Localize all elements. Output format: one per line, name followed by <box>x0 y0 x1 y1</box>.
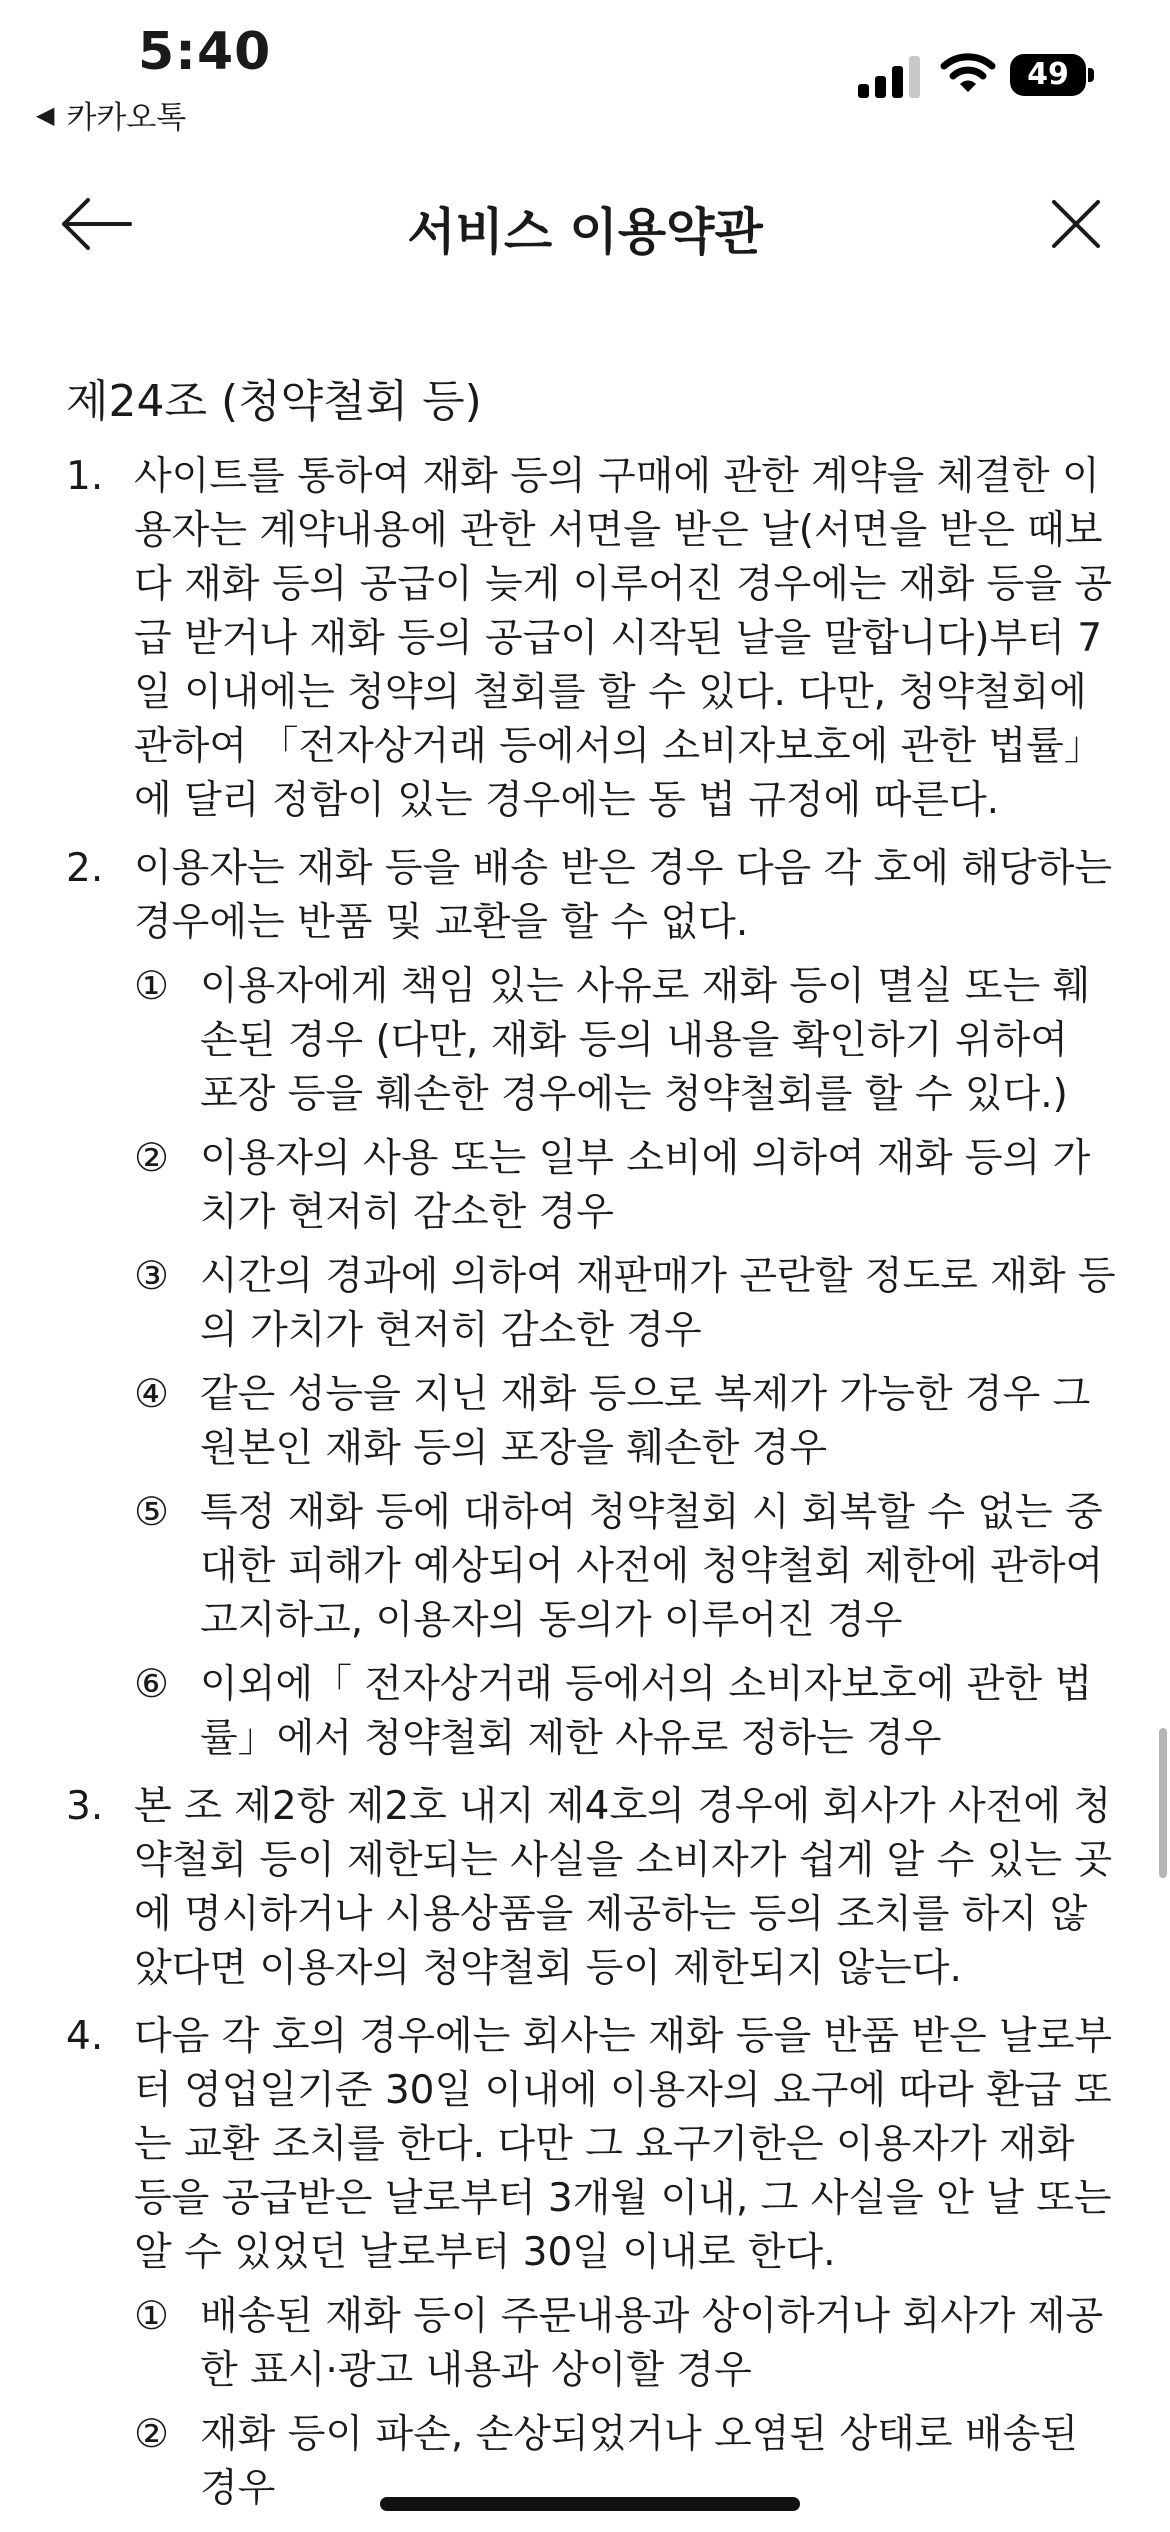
back-to-app-link[interactable] <box>36 92 186 137</box>
scrollbar[interactable] <box>1159 1728 1167 1878</box>
sub-item-text: 이용자에게 책임 있는 사유로 재화 등이 멸실 또는 훼손된 경우 (다만, 재화 등의 내용을 확인하기 위하여 포장 등을 훼손한 경우에는 청약철회를 할 수 있다.) <box>200 964 1091 1117</box>
list-item <box>66 450 1116 828</box>
status-time: 5:40 <box>138 22 272 82</box>
item-text: 이용자는 재화 등을 배송 받은 경우 다음 각 호에 해당하는 경우에는 반품 및 교환을 할 수 없다. <box>134 846 1113 945</box>
sub-item <box>134 1658 1116 1766</box>
sub-item-text: 재화 등이 파손, 손상되었거나 오염된 상태로 배송된 경우 <box>200 2412 1078 2511</box>
item-number: 1. <box>66 454 104 499</box>
sub-item-text: 배송된 재화 등이 주문내용과 상이하거나 회사가 제공한 표시·광고 내용과 상이할 경우 <box>200 2294 1104 2393</box>
sub-item-number: ① <box>134 964 169 1009</box>
back-app-label: 카카오톡 <box>66 100 187 136</box>
item-text: 본 조 제2항 제2호 내지 제4호의 경우에 회사가 사전에 청약철회 등이 제한되는 사실을 소비자가 쉽게 알 수 있는 곳에 명시하거나 시용상품을 제공하는 등의 조치를 하지 않았다면 이용자의 청약철회 등이 제한되지 않는다. <box>134 1784 1113 1991</box>
sub-item <box>134 2290 1116 2398</box>
nav-header <box>0 170 1170 280</box>
article-heading: 제24조 (청약철회 등) <box>66 376 482 427</box>
status-bar <box>0 0 1170 140</box>
sub-item-number: ⑥ <box>134 1662 169 1707</box>
sub-item-text: 이외에「 전자상거래 등에서의 소비자보호에 관한 법률」에서 청약철회 제한 사유로 정하는 경우 <box>200 1662 1093 1761</box>
list-item <box>66 2010 1116 2516</box>
sub-item <box>134 1250 1116 1358</box>
back-triangle-icon: ◀ <box>36 100 55 129</box>
battery-icon <box>1010 52 1096 98</box>
terms-content <box>66 372 1116 2530</box>
item-text: 다음 각 호의 경우에는 회사는 재화 등을 반품 받은 날로부터 영업일기준 30일 이내에 이용자의 요구에 따라 환급 또는 교환 조치를 한다. 다만 그 요구기한은 이용자가 재화 등을 공급받은 날로부터 3개월 이내, 그 사실을 안 날 또는 알 수 있었던 날로부터 30일 이내로 한다. <box>134 2014 1113 2275</box>
sub-item-number: ③ <box>134 1254 169 1299</box>
sub-item-number: ① <box>134 2294 169 2339</box>
cellular-signal-icon <box>858 54 922 98</box>
sub-item <box>134 1486 1116 1648</box>
sub-item <box>134 1368 1116 1476</box>
sub-item <box>134 960 1116 1122</box>
sub-item-text: 같은 성능을 지닌 재화 등으로 복제가 가능한 경우 그 원본인 재화 등의 포장을 훼손한 경우 <box>200 1372 1091 1471</box>
page-title: 서비스 이용약관 <box>407 203 763 261</box>
list-item <box>66 842 1116 1766</box>
sub-item-number: ⑤ <box>134 1490 169 1535</box>
sub-item-text: 특정 재화 등에 대하여 청약철회 시 회복할 수 없는 중대한 피해가 예상되어 사전에 청약철회 제한에 관하여 고지하고, 이용자의 동의가 이루어진 경우 <box>200 1490 1104 1643</box>
item-number: 2. <box>66 846 104 891</box>
sub-item-text: 이용자의 사용 또는 일부 소비에 의하여 재화 등의 가치가 현저히 감소한 경우 <box>200 1136 1091 1235</box>
sub-item-text: 시간의 경과에 의하여 재판매가 곤란할 정도로 재화 등의 가치가 현저히 감소한 경우 <box>200 1254 1116 1353</box>
list-item <box>66 1780 1116 1996</box>
sub-item-number: ② <box>134 2412 169 2457</box>
item-number: 4. <box>66 2014 104 2059</box>
item-text: 사이트를 통하여 재화 등의 구매에 관한 계약을 체결한 이용자는 계약내용에 관한 서면을 받은 날(서면을 받은 때보다 재화 등의 공급이 늦게 이루어진 경우에는 재화 등을 공급 받거나 재화 등의 공급이 시작된 날을 말합니다)부터 7일 이내에는 청약의 철회를 할 수 있다. 다만, 청약철회에 관하여 「전자상거래 등에서의 소비자보호에 관한 법률」에 달리 정함이 있는 경우에는 동 법 규정에 따른다. <box>134 454 1113 823</box>
close-icon[interactable] <box>1036 184 1116 264</box>
item-number: 3. <box>66 1784 104 1829</box>
battery-level: 49 <box>1010 54 1086 96</box>
home-indicator[interactable] <box>380 2497 800 2511</box>
sub-item-number: ② <box>134 1136 169 1181</box>
sub-item-number: ④ <box>134 1372 169 1417</box>
sub-item <box>134 1132 1116 1240</box>
wifi-icon <box>940 50 996 96</box>
